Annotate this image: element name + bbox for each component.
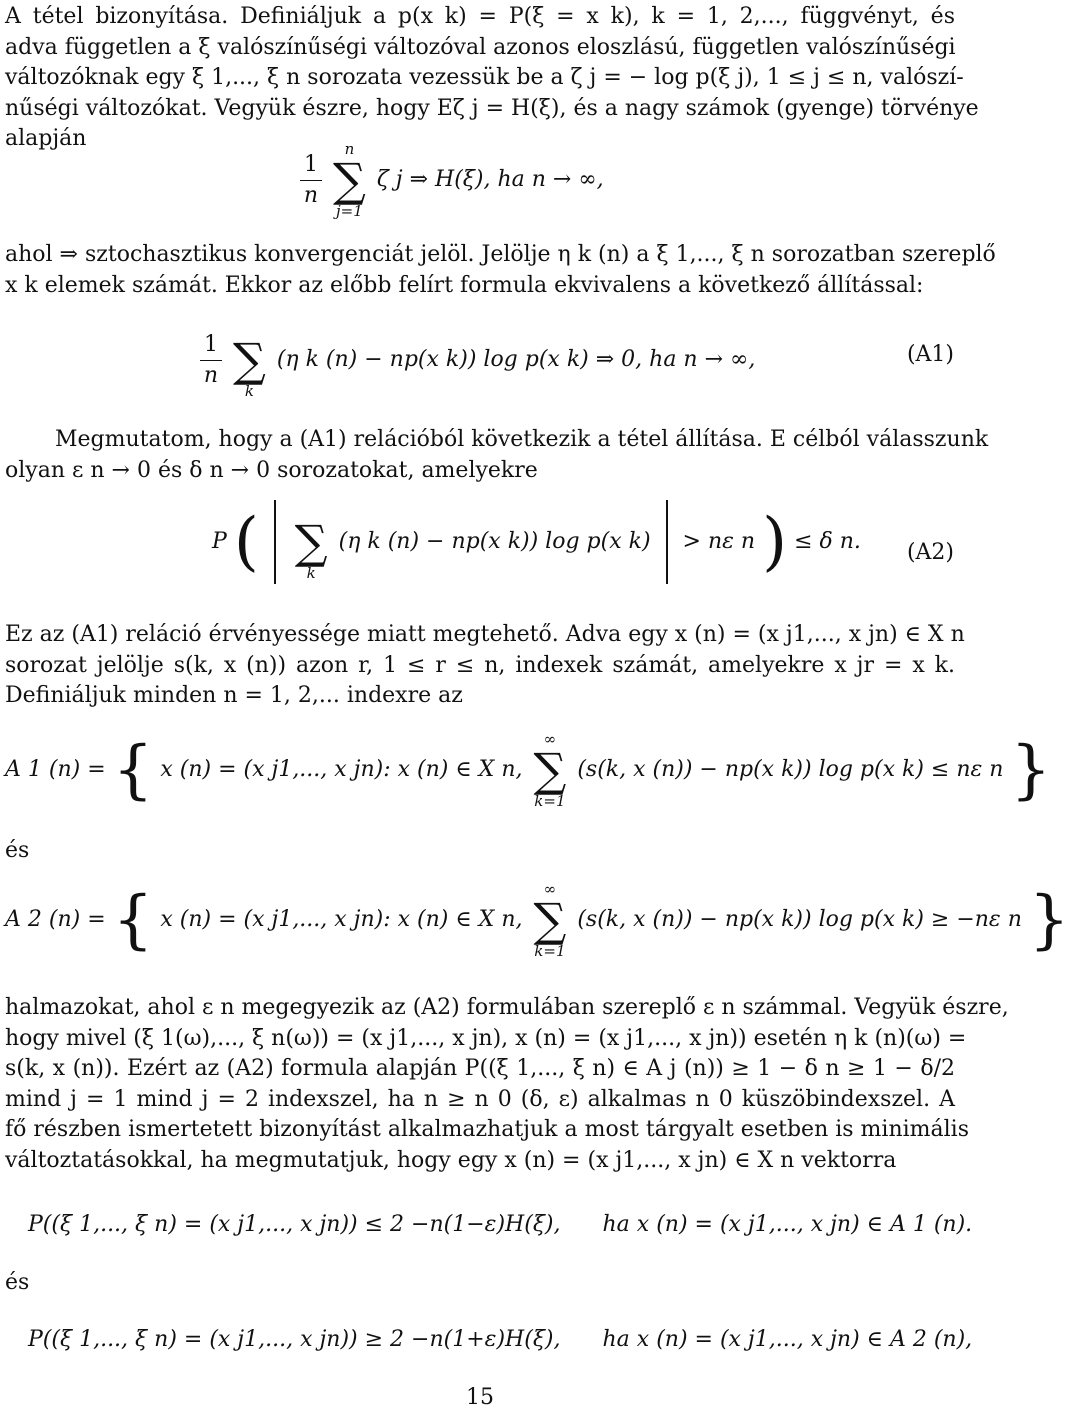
summation <box>295 502 328 582</box>
text-line: változtatásokkal, ha megmutatjuk, hogy egy x (n) = (x j1,..., x jn) ∈ X n vektorra <box>5 1147 897 1173</box>
sum-upper-limit: n <box>344 140 355 158</box>
equation-prob-bound-1 <box>28 1210 972 1240</box>
bound-lhs: P((ξ 1,..., ξ n) = (x j1,..., x jn)) ≥ 2 −n(1+ε)H(ξ), <box>28 1327 561 1352</box>
paragraph-define-sets <box>5 620 965 712</box>
sum-lower-limit: k=1 <box>534 792 566 810</box>
equation-a2 <box>212 500 861 584</box>
summation <box>533 730 566 810</box>
equation-tag-a2: (A2) <box>906 540 954 565</box>
equation-set-a2 <box>5 880 1070 960</box>
text-line: ahol ⇒ sztochasztikus konvergenciát jelöl. Jelölje η k (n) a ξ 1,..., ξ n sorozatban szereplő <box>5 242 996 267</box>
summation <box>333 140 366 220</box>
equation-threshold: > nε n <box>682 529 756 554</box>
fraction-numerator: 1 <box>300 150 322 181</box>
paragraph-choose-sequences <box>5 425 989 486</box>
text-line: változóknak egy ξ 1,..., ξ n sorozata vezessük be a ζ j = − log p(ξ j), 1 ≤ j ≤ n, valószí- <box>5 65 964 90</box>
equation-inner: (η k (n) − np(x k)) log p(x k) <box>338 529 651 554</box>
sigma-symbol: ∑ <box>294 515 328 569</box>
set-definition: x (n) = (x j1,..., x jn): x (n) ∈ X n, <box>160 757 523 782</box>
left-brace: { <box>112 883 154 957</box>
left-paren: ( <box>233 505 259 579</box>
fraction-numerator: 1 <box>200 330 222 361</box>
page-number: 15 <box>466 1385 494 1410</box>
text-line: x k elemek számát. Ekkor az előbb felírt formula ekvivalens a következő állítással: <box>5 272 924 298</box>
set-definition: x (n) = (x j1,..., x jn): x (n) ∈ X n, <box>160 907 523 932</box>
bound-rhs: ha x (n) = (x j1,..., x jn) ∈ A 1 (n). <box>602 1212 973 1237</box>
paragraph-proof-intro <box>5 2 979 155</box>
sum-lower-limit: k <box>244 382 254 400</box>
conjunction-es: és <box>5 838 30 863</box>
text-line: mind j = 1 mind j = 2 indexszel, ha n ≥ n 0 (δ, ε) alkalmas n 0 küszöbindexszel. A <box>5 1086 955 1112</box>
equation-lln <box>300 140 604 220</box>
sum-upper-limit: ∞ <box>543 730 557 748</box>
text-line: olyan ε n → 0 és δ n → 0 sorozatokat, amelyekre <box>5 457 538 483</box>
text-line: adva független a ξ valószínűségi változóval azonos eloszlású, független valószínűségi <box>5 34 956 60</box>
text-line: fő részben ismertetett bizonyítást alkalmazhatjuk a most tárgyalt esetben is minimális <box>5 1117 970 1142</box>
summation <box>233 320 266 400</box>
set-lhs: A 1 (n) = <box>5 757 106 782</box>
summation <box>533 880 566 960</box>
text-line: s(k, x (n)). Ezért az (A2) formula alapján P((ξ 1,..., ξ n) ∈ A j (n)) ≥ 1 − δ n ≥ 1 − δ/2 <box>5 1056 955 1081</box>
sigma-symbol: ∑ <box>233 333 266 387</box>
text-line: Ez az (A1) reláció érvényessége miatt megtehető. Adva egy x (n) = (x j1,..., x jn) ∈ X n <box>5 622 965 647</box>
equation-body: ζ j ⇒ H(ξ), ha n → ∞, <box>376 167 604 192</box>
text-line: Megmutatom, hogy a (A1) relációból következik a tétel állítása. E célból válasszunk <box>55 427 989 452</box>
fraction-denominator: n <box>303 182 319 208</box>
sum-lower-limit: k=1 <box>534 942 566 960</box>
left-brace: { <box>112 733 154 807</box>
text-line: alapján <box>5 126 87 151</box>
sum-lower-limit: k <box>306 564 316 582</box>
abs-bar-left <box>274 500 276 584</box>
sigma-symbol: ∑ <box>333 153 366 207</box>
paragraph-sets-remark <box>5 993 1009 1176</box>
bound-rhs: ha x (n) = (x j1,..., x jn) ∈ A 2 (n), <box>602 1327 973 1352</box>
set-condition: (s(k, x (n)) − np(x k)) log p(x k) ≥ −nε n <box>577 907 1022 932</box>
equation-prob-bound-2 <box>28 1325 972 1355</box>
text-line: hogy mivel (ξ 1(ω),..., ξ n(ω)) = (x j1,..., x jn), x (n) = (x j1,..., x jn)) esetén η k (n)(ω) = <box>5 1025 967 1051</box>
equation-body: (η k (n) − np(x k)) log p(x k) ⇒ 0, ha n → ∞, <box>276 347 756 372</box>
paragraph-convergence <box>5 240 996 301</box>
fraction <box>200 330 222 391</box>
bound-lhs: P((ξ 1,..., ξ n) = (x j1,..., x jn)) ≤ 2 −n(1−ε)H(ξ), <box>28 1212 561 1237</box>
abs-bar-right <box>666 500 668 584</box>
equation-tag-a1: (A1) <box>906 342 954 367</box>
text-line: nűségi változókat. Vegyük észre, hogy Eζ j = H(ξ), és a nagy számok (gyenge) törvénye <box>5 95 979 121</box>
sigma-symbol: ∑ <box>533 893 567 947</box>
conjunction-es: és <box>5 1270 30 1295</box>
right-brace: } <box>1028 883 1070 957</box>
fraction-denominator: n <box>203 362 219 388</box>
sum-lower-limit: j=1 <box>336 202 363 220</box>
set-lhs: A 2 (n) = <box>5 907 106 932</box>
probability-symbol: P <box>212 529 227 554</box>
sum-upper-limit: ∞ <box>543 880 557 898</box>
equation-set-a1 <box>5 730 1051 810</box>
text-line: sorozat jelölje s(k, x (n)) azon r, 1 ≤ r ≤ n, indexek számát, amelyekre x jr = x k. <box>5 652 955 678</box>
right-paren: ) <box>762 505 788 579</box>
equation-bound: ≤ δ n. <box>794 529 861 554</box>
set-condition: (s(k, x (n)) − np(x k)) log p(x k) ≤ nε n <box>577 757 1004 782</box>
right-brace: } <box>1010 733 1052 807</box>
equation-a1 <box>200 320 755 400</box>
text-line: A tétel bizonyítása. Definiáljuk a p(x k) = P(ξ = x k), k = 1, 2,..., függvényt, és <box>5 4 955 29</box>
text-line: halmazokat, ahol ε n megegyezik az (A2) formulában szereplő ε n számmal. Vegyük észre, <box>5 995 1009 1020</box>
text-line: Definiáljuk minden n = 1, 2,... indexre az <box>5 683 463 708</box>
sigma-symbol: ∑ <box>533 743 567 797</box>
fraction <box>300 150 322 211</box>
